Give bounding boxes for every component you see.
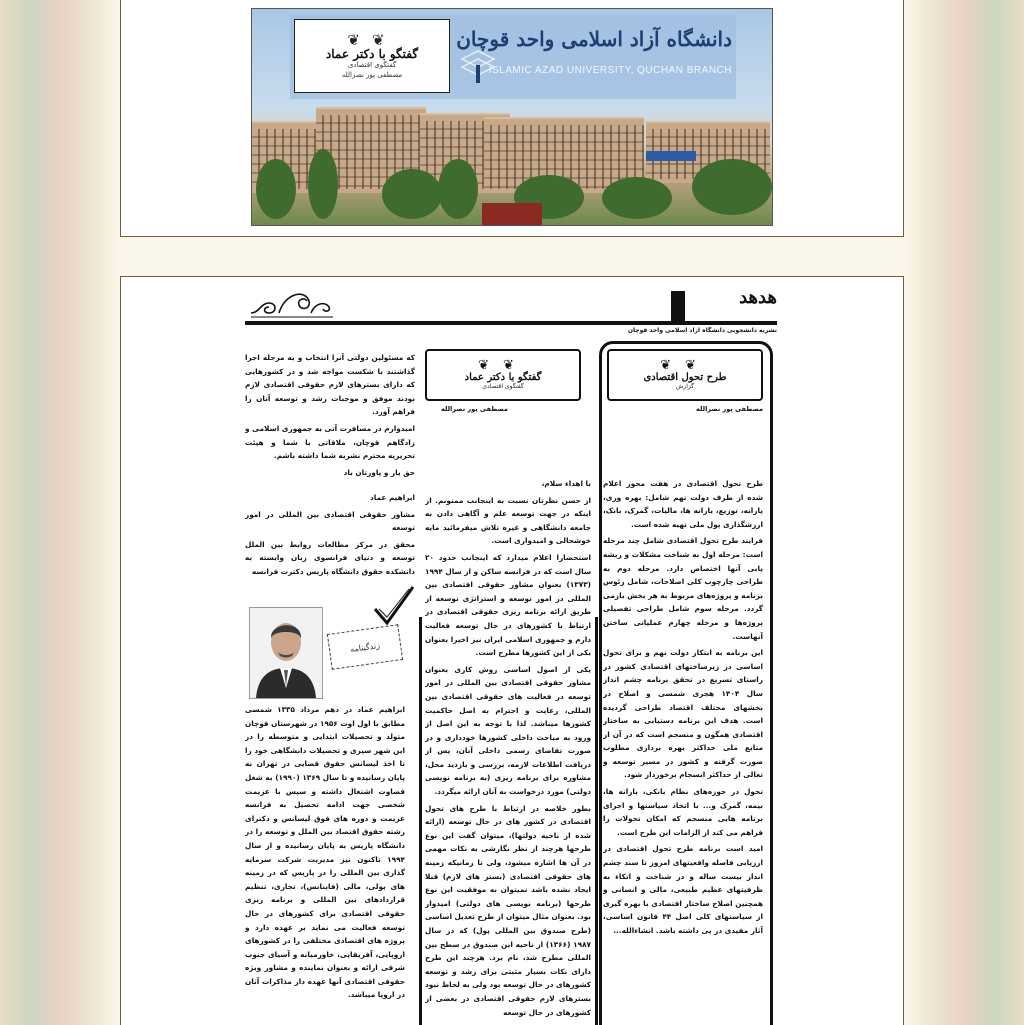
- blue-roof: [646, 151, 696, 161]
- right-column-title: طرح تحول اقتصادی: [643, 372, 727, 383]
- red-sign: [482, 203, 542, 225]
- biography-stamp: زندگینامه: [327, 624, 403, 670]
- article-panel: [120, 276, 904, 1025]
- portrait-icon: [250, 608, 322, 698]
- interview-title: گفتگو با دکتر عماد: [325, 47, 419, 61]
- tree: [256, 159, 296, 219]
- right-column-title-box: [607, 349, 763, 401]
- signature-line: محقق در مرکز مطالعات روابط بین الملل توسعه و دنیای فرانسوی زبان وابسته به دانشکده حقوق دانشگاه پاریس دکترت فرانسه: [245, 539, 415, 576]
- interview-subtitle: گفتگوی اقتصادی: [347, 61, 397, 69]
- paragraph: که مسئولین دولتی آنرا انتخاب و به مرحله اجرا گذاشتند با شکست مواجه شد و در کشورهایی که دارای بسترهای لازم حقوقی اقتصادی لازم بودند موفق و موجبات رشد و توسعه آنان را فراهم آورد.: [245, 353, 415, 417]
- ornament-icon: ❦❦: [660, 358, 710, 373]
- column-divider: [595, 617, 598, 1025]
- interview-title-box: [294, 19, 450, 93]
- paragraph: طرح تحول اقتصادی در هفت محور اعلام شده از طرف دولت نهم شامل: بهره وری، یارانه، توزیع، یارانه ها، مالیات، گمرک، بانک، ارزشگذاری پول ملی تهیه شده است.: [603, 479, 763, 529]
- masthead-logo: هدهد: [739, 287, 777, 308]
- middle-column-title-box: [425, 349, 581, 401]
- right-column-byline: مصطفی پور نصرالله: [696, 405, 763, 413]
- signature-line: مشاور حقوقی اقتصادی بین المللی در امور توسعه: [245, 509, 415, 533]
- column-divider: [419, 617, 422, 1025]
- ornament-icon: ❦❦: [478, 358, 528, 373]
- newspaper-page: [245, 277, 777, 1025]
- paragraph: امیدوارم در مسافرت آتی به جمهوری اسلامی و زادگاهم قوچان، ملاقاتی با شما و هیئت تحریریه محترم نشریه شما داشته باشم.: [245, 423, 415, 461]
- tree: [308, 149, 338, 219]
- header-rule: [245, 321, 777, 325]
- paragraph: یکی از اصول اساسی روش کاری بعنوان مشاور حقوقی اقتصادی بین المللی در امور توسعه در فعالیت های حقوقی اقتصادی بین المللی، رعایت و احترام به اصل حاکمیت کشورها میباشد. لذا با توجه به این اصل از ورود به مباحث داخلی کشورها خودداری و در صورت تقاضای رسمی داخلی آنان، پس از دریافت اطلاعات لازمه، بررسی و بازدید محل، مشاوره برای برنامه ریزی (به برنامه نویسی دولتی) مورد درخواست به آنان ارائه میگردد.: [425, 664, 591, 797]
- signature-name: ابراهیم عماد: [370, 493, 415, 502]
- paragraph: این برنامه به ابتکار دولت نهم و برای تحول اساسی در زیرساختهای اقتصادی کشور در راستای تسریع در تحقق برنامه چشم انداز سال ۱۴۰۴ هجری شمسی و اصلاح در بخشهای مختلف اقتصاد طراحی گردیده است. هدف این برنامه دستیابی به ساختار اقتصادی همگون و منسجم است که در آن از منابع ملی حداکثر بهره برداری مطلوب صورت گرفته و کشور در مسیر توسعه و تعالی از حداکثر انسجام برخوردار شود.: [603, 648, 763, 780]
- right-column-title-sub: گزارش: [675, 383, 695, 390]
- tree: [602, 177, 672, 219]
- middle-column-byline: مصطفی پور نصرالله: [441, 405, 508, 413]
- biography-text: ابراهیم عماد در دهم مرداد ۱۳۳۵ شمسی مطابق با اول اوت ۱۹۵۶ در شهرستان قوچان متولد و تحصیلات ابتدایی و متوسطه را در این شهر سپری و تحصیلات دانشگاهی خود را تا اخذ لیسانس حقوق قضایی در تهران به پایان رسانیده و تا سال ۱۳۶۹ (۱۹۹۰) به شغل قضاوت اشتغال داشته و سپس با عزیمت شخصی جهت ادامه تحصیل به فرانسه عزیمت و دوره های فوق لیسانس و دکترای رشته حقوق اقتصاد بین الملل و توسعه را در دانشگاه پاریس به پایان رسانیده و از سال ۱۹۹۴ تاکنون نیز مدیریت شرکت سرمایه گذاری بین المللی را در پاریس که در زمینه های پولی، مالی (فاینانس)، تجاری، تنظیم قراردادهای بین المللی و برنامه ریزی حقوقی اقتصادی برای کشورهای در حال توسعه فعالیت می نماید بر عهده دارد و پروژه های اقتصادی مختلفی را در کشورهای اروپایی، آفریقایی، خاورمیانه و آسیای جنوب شرقی ارائه و بعنوان نماینده و مشاور ویژه حقوقی اقتصادی آنها عهده دار مذاکرات آنان در اروپا میباشد.: [245, 705, 405, 1000]
- university-name-fa: دانشگاه آزاد اسلامی واحد قوچان: [456, 27, 732, 51]
- tree: [692, 159, 772, 215]
- paragraph: بطور خلاصه در ارتباط با طرح های تحول اقتصادی در کشور های در حال توسعه (ارائه شده از ناحیه دولتها)، میتوان گفت این نوع طرحها هرچند از نظر نگارشی به نکات مهمی در آن ها اشاره میشود، ولی تا زمانیکه زمینه های حقوقی اقتصادی (بستر های لازم) قبلا ایجاد نشده باشد نمیتوان به موفقیت این نوع طرحها (برنامه نویسی های دولتی) امیدوار بود. بعنوان مثال میتوان از طرح تعدیل اساسی (طرح صندوق بین المللی پول) که در سال ۱۹۸۷ (۱۳۶۶) از ناحیه این صندوق در سطح بین المللی مطرح شد، نام برد. هرچند این طرح دارای نکات بسیار مثبتی برای رشد و توسعه کشورهای در حال توسعه بود ولی به لحاظ نبود بسترهای لازم حقوقی اقتصادی در بعضی از کشورهای در حال توسعه: [425, 803, 591, 1017]
- author-photo: [249, 607, 323, 699]
- left-column-closing-text: [245, 351, 415, 481]
- signature-block: [245, 491, 415, 581]
- ornament-icon: ❦❦: [347, 31, 397, 49]
- tree: [382, 169, 442, 219]
- banner-panel: [120, 0, 904, 237]
- paragraph: با اهداء سلام،: [541, 479, 591, 488]
- paragraph: فرایند طرح تحول اقتصادی شامل چند مرحله است: مرحله اول به شناخت مشکلات و ریشه یابی آنها اختصاص دارد. مرحله دوم به طراحی چارچوب کلی اصلاحات، شامل رئوس برنامه و پروژه‌های مربوط به هر بخش بازمی گردد. مرحله سوم شامل طراحی تفصیلی پروژه‌ها و مرحله چهارم عملیاتی ساختن آنهاست.: [603, 536, 763, 641]
- interviewer-name: مصطفی پور نصرالله: [341, 71, 403, 79]
- paragraph: استحضارا اعلام میدارد که اینجانب حدود ۲۰ سال است که در فرانسه ساکن و از سال ۱۹۹۴ (۱۳۷۳) بعنوان مشاور حقوقی اقتصادی بین المللی در امور توسعه و استراتژی توسعه از طریق ارائه برنامه ریزی حقوقی اقتصادی در ارتباط با کشورهای در حال توسعه فعالیت دارم و جمهوری اسلامی ایران نیز اخیرا بعنوان یکی از این کشورها مطرح است.: [425, 552, 591, 658]
- masthead-tagline: نشریه دانشجویی دانشگاه آزاد اسلامی واحد قوچان: [627, 327, 777, 334]
- masthead-mark: [671, 291, 685, 321]
- swirl-ornament-icon: [249, 283, 335, 319]
- paragraph: امید است برنامه طرح تحول اقتصادی در ارزیابی فاصله واقعیتهای امروز تا سند چشم انداز بیست ساله و در شناخت و اتکاء به ظرفیتهای عظیم طبیعی، مالی و انسانی و همچنین اصلاح ساختار اقتصادی با بهره گیری از سیاستهای کلی اصل ۴۴ قانون اساسی، آثار مفیدی در پی داشته باشد. انشاءالله...: [603, 844, 763, 935]
- middle-column-title: گفتگو با دکتر عماد: [464, 372, 542, 383]
- banner-image: [251, 8, 773, 226]
- middle-column-title-sub: گفتگوی اقتصادی: [482, 383, 524, 390]
- university-name-en: ISLAMIC AZAD UNIVERSITY, QUCHAN BRANCH: [488, 65, 732, 76]
- paragraph: تحول در حوزه‌های نظام بانکی، یارانه ها، بیمه، گمرک و... با اتخاذ سیاستها و اجرای برنامه هایی منسجم که امکان تحولات را فراهم می کند از الزامات این طرح است.: [603, 787, 763, 837]
- paragraph: حق یار و یاورتان باد: [343, 467, 415, 477]
- right-column-text: [603, 477, 763, 1025]
- middle-column-text: [425, 477, 591, 1025]
- paragraph: از حسن نظرتان نسبت به اینجانب ممنونم. از اینکه در جهت توسعه علم و آگاهی دادن به جامعه دانشگاهی و غیره تلاش میفرمائید مایه خوشحالی و امیدواری است.: [425, 495, 591, 546]
- tree: [438, 159, 478, 219]
